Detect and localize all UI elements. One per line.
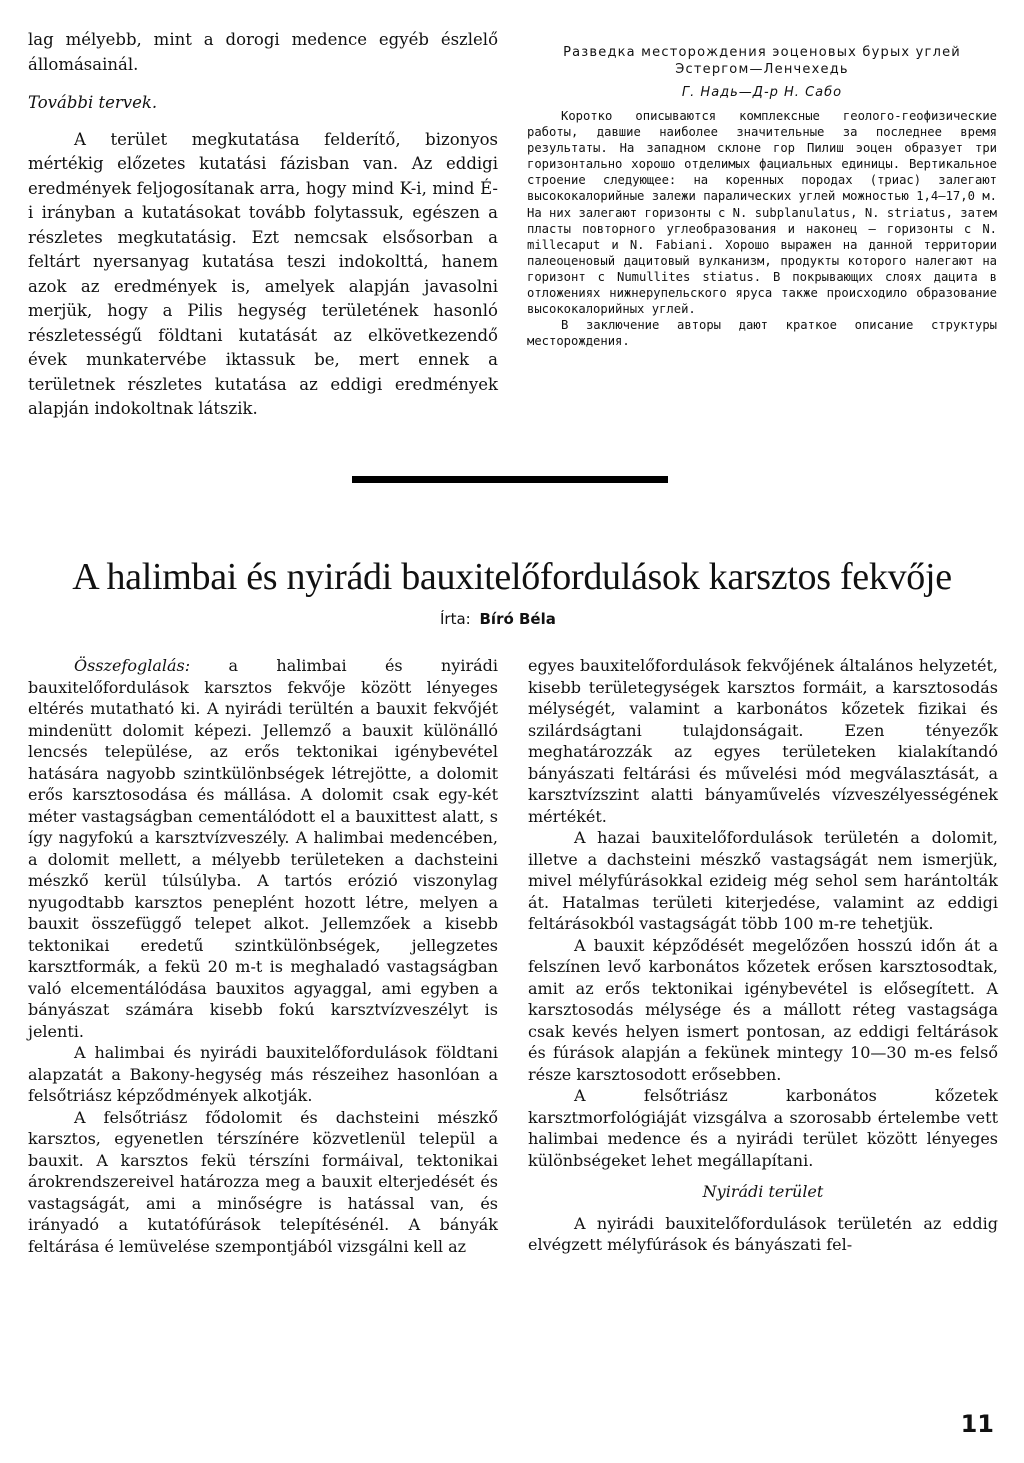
body-paragraph: A felsőtriász fődolomit és dachsteini mészkő karsztos, egyenetlen térszínére közvetlenül települ a bauxit. A karsztos fekü térszíni formáival, tektonikai árokrendszereivel határozza meg a bauxit elterjedését és vastagságát, ami a minőségre is hatással van, és irányadó a kutatófúrások telepítésénél. A bányák feltárása é lemüvelése szempontjából vizsgálni kell az xyxy=(28,1107,498,1256)
body-paragraph: egyes bauxitelőfordulások fekvőjének általános helyzetét, kisebb területegységek karsztos formáit, a karsztosodás mélységét, valamint a karbonátos kőzetek fizikai és szilárdságtani tulajdonságait. Ezen tényezők meghatározzák az egyes területeken kialakítandó bányászati feltárási és művelési mód megválasztását, a karsztvízszint alatti bányaművelés vízveszélyességének mértékét. xyxy=(528,656,998,826)
body-paragraph: A nyirádi bauxitelőfordulások területén az eddig elvégzett mélyfúrások és bányászati fel- xyxy=(528,1213,998,1254)
article-byline xyxy=(440,610,556,628)
plans-paragraph: A terület megkutatása felderítő, bizonyos mértékig előzetes kutatási fázisban van. Az eddigi eredmények feljogosítanak arra, hogy mind K-i, mind É-i irányban a kutatásokat tovább folytassuk, egészen a részletes megkutatásig. Ezt nemcsak elsősorban a feltárt nyersanyag kutatása teszi indokolttá, hanem azok az eredmények is, amelyek alapján javasolni merjük, hogy a Pilis hegység területének hasonló részletességű földtani kutatását az elkövetkezendő évek munkatervébe iktassuk be, mert ennek a területnek részletes kutatása az eddigi eredmények alapján indokoltnak látszik. xyxy=(28,129,498,418)
russian-summary-paragraph: Коротко описываются комплексные геолого-геофизические работы, давшие наиболее значительные за последнее время результаты. На западном склоне гор Пилиш эоцен образует три горизонтально хорошо отделимых фациальных единицы. Вертикальное строение следующее: на коренных породах (триас) залегают высококалорийные залежи паралических углей можностью 1,4—17,0 м. На них залегают горизонты с N. subplanulatus, N. striatus, затем пласты повторного углеобразования и наконец — горизонты с N. millecaput и N. Fabiani. Хорошо выражен на данной территории палеоценовый дацитовый вулканизм, продукты которого налегают на горизонт с Numullites stiatus. В покрывающих слоях дацита в отложениях нижнерупельского яруса также происходило образование высококалорийных углей. xyxy=(527,109,997,317)
body-paragraph: A halimbai és nyirádi bauxitelőfordulások földtani alapzatát a Bakony-hegység más részeihez hasonlóan a felsőtriász képződmények alkotják. xyxy=(28,1043,498,1105)
russian-title-line-1: Разведка месторождения эоценовых бурых углей xyxy=(563,45,961,60)
top-left-column xyxy=(28,28,498,422)
body-paragraph: A felsőtriász karbonátos kőzetek karsztmorfológiáját vizsgálva a szorosabb értelembe vett halimbai medence és a nyirádi terület között lényeges különbségeket lehet megállapítani. xyxy=(528,1086,998,1170)
russian-authors: Г. Надь—Д-р Н. Сабо xyxy=(681,85,843,100)
body-paragraph: A hazai bauxitelőfordulások területén a dolomit, illetve a dachsteini mészkő vastagságát nem ismerjük, mivel mélyfúrásokkal ezideig még sehol sem harántolták át. Hatalmas területi kiterjedése, valamint az eddigi feltárásokból vastagságát több 100 m-re tehetjük. xyxy=(528,828,998,933)
body-paragraph: A bauxit képződését megelőzően hosszú időn át a felszínen levő karbonátos kőzetek erősen karsztosodtak, amit az erős tektonikai igénybevétel is elősegített. A karsztosodás mélysége és a mállott réteg vastagsága csak kevés helyen ismert pontosan, az eddigi feltárások és fúrások alapján a fekünek mintegy 10—30 m-es felső része karsztosodott erősebben. xyxy=(528,935,998,1084)
byline-label: Írta: xyxy=(440,610,471,628)
section-subheading: További tervek. xyxy=(28,93,158,112)
continued-paragraph: lag mélyebb, mint a dorogi medence egyéb észlelő állomásainál. xyxy=(28,30,498,74)
section-divider xyxy=(352,476,668,483)
article-title: A halimbai és nyirádi bauxitelőfordulások karsztos fekvője xyxy=(72,556,952,598)
summary-label: Összefoglalás: xyxy=(74,656,191,675)
article-right-column xyxy=(528,655,998,1256)
russian-title-line-2: Эстергом—Ленчехедь xyxy=(675,62,849,77)
byline-author: Bíró Béla xyxy=(479,610,556,628)
russian-summary xyxy=(527,44,997,349)
summary-text: a halimbai és nyirádi bauxitelőfordulások karsztos fekvője között lényeges eltérés mutatható ki. A nyirádi terültén a bauxit fekvőjét mindenütt dolomit képezi. Jellemző a bauxit különálló lencsés települése, az erős tektonikai igénybevétel hatására nagyobb szintkülönbségek létrejötte, a dolomit erős karsztosodása és mállása. A dolomit csak egy-két méter vastagságban cementálódott el a bauxittest alatt, s így nagyfokú a karsztvízveszély. A halimbai medencében, a dolomit mellett, a mélyebb területeken a dachsteini mészkő kerül túlsúlyba. A tartós erózió viszonylag nyugodtabb karsztos peneplént hozott létre, melyen a bauxit összefüggő telepet alkot. Jellemzőek a kisebb tektonikai eredetű szintkülönbségek, jellegzetes karsztformák, a fekü 20 m-t is meghaladó vastagságban való elcementálódása bauxitos agyaggal, ami egyben a bányászat számára kisebb fokú karsztvízveszélyt is jelenti. xyxy=(28,656,498,1041)
summary-paragraph xyxy=(28,655,498,1042)
article-left-column xyxy=(28,655,498,1257)
section-subheading: Nyirádi terület xyxy=(702,1182,824,1201)
page-number: 11 xyxy=(960,1410,994,1438)
russian-conclusion-paragraph: В заключение авторы дают краткое описание структуры месторождения. xyxy=(527,318,997,349)
